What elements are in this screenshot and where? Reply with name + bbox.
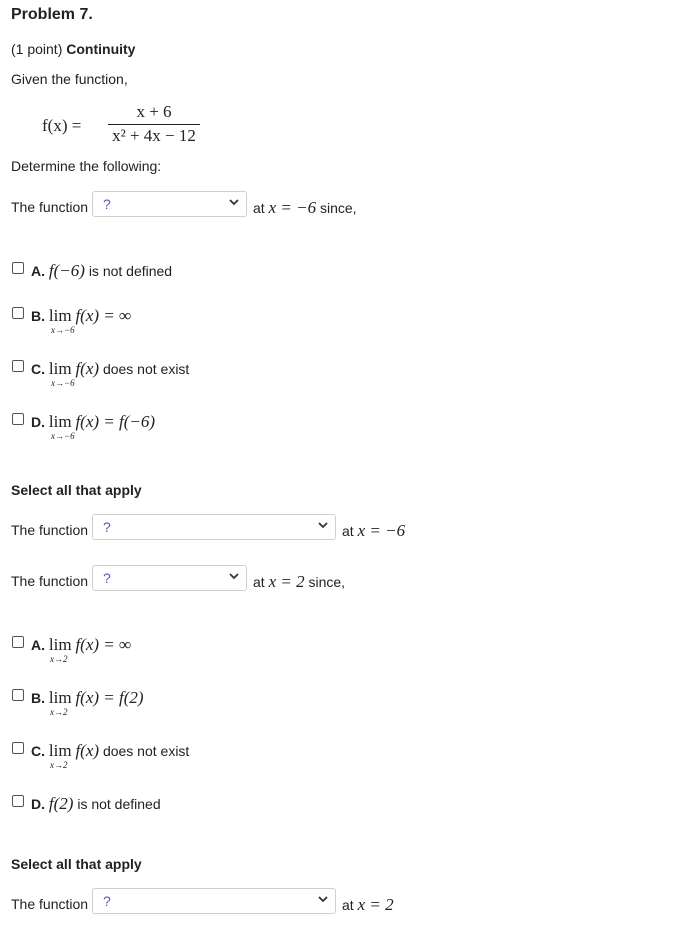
- option-letter: C.: [31, 361, 45, 377]
- option-text: is not defined: [88, 263, 173, 279]
- option-math: f(x) = f(−6): [75, 412, 156, 431]
- part2-option-b-sub: x→2: [50, 707, 68, 717]
- part1-option-c-checkbox[interactable]: [12, 360, 24, 372]
- part2-option-a-sub: x→2: [50, 654, 68, 664]
- part2-option-c: [31, 741, 189, 761]
- problem-points: [11, 41, 135, 57]
- part1-option-d-checkbox[interactable]: [12, 413, 24, 425]
- option-text: is not defined: [77, 796, 161, 812]
- part2-tail: [253, 572, 345, 592]
- option-math: f(x): [75, 741, 100, 760]
- part2-second-tail: [342, 895, 394, 915]
- part2-option-a-checkbox[interactable]: [12, 636, 24, 648]
- part1-tail: [253, 198, 357, 218]
- tail-point: x = 2: [357, 895, 394, 914]
- topic-label: Continuity: [66, 41, 136, 57]
- part1-option-c: [31, 359, 189, 379]
- tail-point: x = −6: [268, 198, 317, 217]
- tail-since: since,: [308, 574, 346, 590]
- option-text: does not exist: [102, 361, 190, 377]
- chevron-down-icon: [228, 569, 240, 583]
- part2-continuity-select[interactable]: [92, 565, 247, 591]
- part1-continuity-select[interactable]: [92, 191, 247, 217]
- tail-point: x = −6: [357, 521, 406, 540]
- part2-lead: The function: [11, 573, 89, 589]
- part2-option-d: [31, 794, 161, 814]
- part2-option-d-checkbox[interactable]: [12, 795, 24, 807]
- option-math: f(x) = ∞: [75, 306, 132, 325]
- part2-option-c-checkbox[interactable]: [12, 742, 24, 754]
- option-lim: lim: [48, 412, 72, 431]
- part1-lead: The function: [11, 199, 89, 215]
- part1-second-select[interactable]: [92, 514, 336, 540]
- part2-second-lead: The function: [11, 896, 89, 912]
- part1-option-c-sub: x→−6: [51, 378, 75, 388]
- tail-at: at: [253, 574, 265, 590]
- function-numerator: x + 6: [136, 102, 172, 121]
- part1-second-tail: [342, 521, 405, 541]
- select-value: ?: [103, 196, 111, 212]
- part2-option-c-sub: x→2: [50, 760, 68, 770]
- option-letter: B.: [31, 308, 45, 324]
- fraction-bar: [108, 124, 200, 125]
- option-lim: lim: [48, 741, 72, 760]
- part1-option-a: [31, 261, 172, 281]
- option-text: does not exist: [102, 743, 190, 759]
- part1-second-lead: The function: [11, 522, 89, 538]
- part1-instruction: Select all that apply: [11, 482, 142, 498]
- option-letter: B.: [31, 690, 45, 706]
- chevron-down-icon: [228, 195, 240, 209]
- part1-option-b-sub: x→−6: [51, 325, 75, 335]
- select-value: ?: [103, 570, 111, 586]
- tail-since: since,: [319, 200, 357, 216]
- select-value: ?: [103, 893, 111, 909]
- option-math: f(x) = ∞: [75, 635, 132, 654]
- option-lim: lim: [48, 635, 72, 654]
- part2-option-b-checkbox[interactable]: [12, 689, 24, 701]
- part2-second-select[interactable]: [92, 888, 336, 914]
- option-math: f(x): [75, 359, 100, 378]
- part2-option-b: [31, 688, 144, 708]
- option-letter: C.: [31, 743, 45, 759]
- option-lim: lim: [48, 688, 72, 707]
- part1-option-b: [31, 306, 131, 326]
- select-value: ?: [103, 519, 111, 535]
- option-letter: A.: [31, 637, 45, 653]
- intro-text: Given the function,: [11, 71, 128, 87]
- option-math: f(2): [48, 794, 74, 813]
- option-letter: D.: [31, 414, 45, 430]
- option-lim: lim: [48, 306, 72, 325]
- tail-at: at: [342, 897, 354, 913]
- part1-option-a-checkbox[interactable]: [12, 262, 24, 274]
- function-denominator: x² + 4x − 12: [112, 126, 196, 145]
- option-math: f(x) = f(2): [75, 688, 144, 707]
- part1-option-d: [31, 412, 155, 432]
- points-label: (1 point): [11, 41, 63, 57]
- tail-at: at: [342, 523, 354, 539]
- chevron-down-icon: [317, 518, 329, 532]
- chevron-down-icon: [317, 892, 329, 906]
- part1-option-d-sub: x→−6: [51, 431, 75, 441]
- part1-option-b-checkbox[interactable]: [12, 307, 24, 319]
- tail-at: at: [253, 200, 265, 216]
- part2-option-a: [31, 635, 131, 655]
- problem-title: Problem 7.: [11, 6, 93, 23]
- option-lim: lim: [48, 359, 72, 378]
- function-lhs: f(x) =: [42, 116, 82, 135]
- option-math: f(−6): [48, 261, 85, 280]
- prompt-text: Determine the following:: [11, 158, 162, 174]
- option-letter: A.: [31, 263, 45, 279]
- tail-point: x = 2: [268, 572, 305, 591]
- option-letter: D.: [31, 796, 45, 812]
- part2-instruction: Select all that apply: [11, 856, 142, 872]
